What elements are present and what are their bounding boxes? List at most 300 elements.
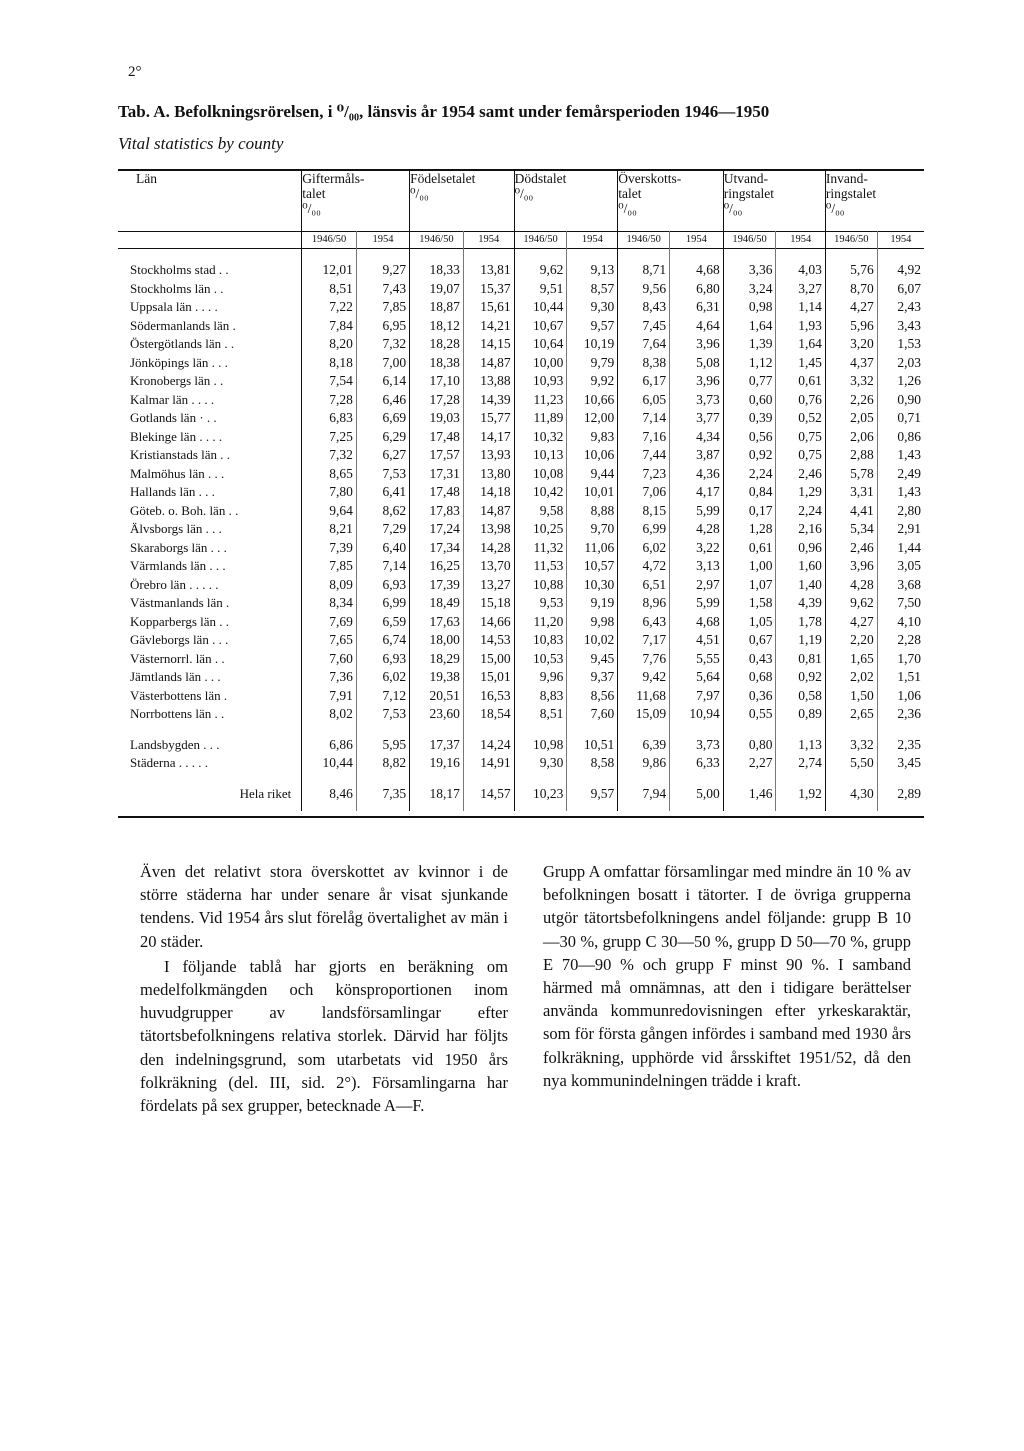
value-cell: 1,44 (877, 539, 924, 558)
right-text-column (543, 860, 911, 1092)
value-cell: 7,14 (618, 409, 670, 428)
table-bottom-rule (118, 816, 924, 818)
value-cell: 17,57 (410, 446, 464, 465)
value-cell: 3,43 (877, 317, 924, 336)
value-cell: 5,08 (670, 354, 724, 373)
value-cell: 5,99 (670, 502, 724, 521)
value-cell: 9,44 (567, 465, 618, 484)
value-cell: 7,43 (356, 280, 409, 299)
value-cell: 8,51 (302, 280, 357, 299)
value-cell: 4,41 (825, 502, 877, 521)
value-cell: 6,99 (618, 520, 670, 539)
value-cell: 0,52 (776, 409, 825, 428)
year-header-1954: 1954 (776, 232, 825, 249)
value-cell: 2,65 (825, 705, 877, 724)
value-cell: 7,50 (877, 594, 924, 613)
value-cell: 5,34 (825, 520, 877, 539)
value-cell: 8,20 (302, 335, 357, 354)
value-cell: 8,82 (356, 754, 409, 773)
value-cell: 15,18 (463, 594, 514, 613)
table-row (118, 687, 924, 706)
paragraph: Även det relativt stora överskottet av kvinnor i de större städerna har under senare år visat sjunkande tendens. Vid 1954 års slut förelåg övertalighet av män i 20 städer. (140, 862, 508, 951)
value-cell: 3,31 (825, 483, 877, 502)
value-cell: 9,70 (567, 520, 618, 539)
value-cell: 0,61 (776, 372, 825, 391)
value-cell: 6,93 (356, 576, 409, 595)
value-cell: 9,42 (618, 668, 670, 687)
value-cell: 8,62 (356, 502, 409, 521)
value-cell: 10,57 (567, 557, 618, 576)
value-cell: 11,32 (514, 539, 567, 558)
value-cell: 6,29 (356, 428, 409, 447)
value-cell: 10,51 (567, 724, 618, 755)
value-cell: 6,43 (618, 613, 670, 632)
value-cell: 1,46 (723, 773, 776, 812)
value-cell: 6,02 (356, 668, 409, 687)
value-cell: 16,53 (463, 687, 514, 706)
value-cell: 1,93 (776, 317, 825, 336)
value-cell: 0,81 (776, 650, 825, 669)
table-row (118, 372, 924, 391)
value-cell: 9,57 (567, 317, 618, 336)
county-name: Norrbottens län . . (130, 706, 225, 722)
value-cell: 18,12 (410, 317, 464, 336)
value-cell: 19,03 (410, 409, 464, 428)
value-cell: 2,97 (670, 576, 724, 595)
death-rate-header: Dödstalet ⁰/₀₀ (514, 170, 618, 232)
value-cell: 2,16 (776, 520, 825, 539)
header-group-row (118, 170, 924, 232)
value-cell: 7,53 (356, 465, 409, 484)
marriage-rate-header: Giftermåls- talet ⁰/₀₀ (302, 170, 410, 232)
value-cell: 6,86 (302, 724, 357, 755)
value-cell: 5,64 (670, 668, 724, 687)
table-subtitle: Vital statistics by county (118, 134, 284, 153)
value-cell: 1,19 (776, 631, 825, 650)
value-cell: 2,35 (877, 724, 924, 755)
table-row (118, 613, 924, 632)
county-name: Landsbygden . . . (130, 736, 220, 752)
value-cell: 10,30 (567, 576, 618, 595)
value-cell: 1,92 (776, 773, 825, 812)
value-cell: 11,23 (514, 391, 567, 410)
left-text-column (140, 860, 508, 1117)
value-cell: 7,36 (302, 668, 357, 687)
value-cell: 1,65 (825, 650, 877, 669)
value-cell: 14,17 (463, 428, 514, 447)
value-cell: 0,92 (776, 668, 825, 687)
value-cell: 14,87 (463, 354, 514, 373)
value-cell: 8,21 (302, 520, 357, 539)
table-row (118, 724, 924, 755)
table-body (118, 249, 924, 812)
value-cell: 10,01 (567, 483, 618, 502)
value-cell: 6,07 (877, 280, 924, 299)
value-cell: 5,99 (670, 594, 724, 613)
value-cell: 14,21 (463, 317, 514, 336)
value-cell: 11,68 (618, 687, 670, 706)
table-row (118, 650, 924, 669)
page-number: 2° (128, 64, 142, 80)
value-cell: 10,64 (514, 335, 567, 354)
table-row (118, 773, 924, 812)
value-cell: 1,53 (877, 335, 924, 354)
value-cell: 9,27 (356, 249, 409, 280)
value-cell: 17,63 (410, 613, 464, 632)
year-header-period: 1946/50 (302, 232, 357, 249)
value-cell: 9,86 (618, 754, 670, 773)
value-cell: 10,44 (514, 298, 567, 317)
value-cell: 6,46 (356, 391, 409, 410)
value-cell: 13,81 (463, 249, 514, 280)
value-cell: 1,70 (877, 650, 924, 669)
value-cell: 18,29 (410, 650, 464, 669)
value-cell: 9,64 (302, 502, 357, 521)
value-cell: 14,39 (463, 391, 514, 410)
value-cell: 0,89 (776, 705, 825, 724)
value-cell: 4,37 (825, 354, 877, 373)
year-header-1954: 1954 (567, 232, 618, 249)
value-cell: 7,53 (356, 705, 409, 724)
value-cell: 1,60 (776, 557, 825, 576)
value-cell: 10,19 (567, 335, 618, 354)
county-name: Gotlands län · . . (130, 410, 217, 426)
value-cell: 0,67 (723, 631, 776, 650)
county-name: Blekinge län . . . . (130, 428, 223, 444)
value-cell: 18,28 (410, 335, 464, 354)
value-cell: 9,96 (514, 668, 567, 687)
value-cell: 3,24 (723, 280, 776, 299)
year-header-period: 1946/50 (514, 232, 567, 249)
value-cell: 0,68 (723, 668, 776, 687)
value-cell: 9,98 (567, 613, 618, 632)
value-cell: 3,96 (670, 335, 724, 354)
value-cell: 6,93 (356, 650, 409, 669)
value-cell: 7,54 (302, 372, 357, 391)
value-cell: 10,42 (514, 483, 567, 502)
value-cell: 11,89 (514, 409, 567, 428)
county-name: Uppsala län . . . . (130, 299, 218, 315)
value-cell: 8,88 (567, 502, 618, 521)
value-cell: 14,28 (463, 539, 514, 558)
lan-header: Län (136, 171, 157, 186)
value-cell: 0,86 (877, 428, 924, 447)
value-cell: 7,23 (618, 465, 670, 484)
value-cell: 7,80 (302, 483, 357, 502)
value-cell: 6,33 (670, 754, 724, 773)
value-cell: 12,01 (302, 249, 357, 280)
value-cell: 3,73 (670, 391, 724, 410)
value-cell: 2,74 (776, 754, 825, 773)
value-cell: 3,77 (670, 409, 724, 428)
surplus-rate-header: Överskotts- talet ⁰/₀₀ (618, 170, 723, 232)
value-cell: 8,56 (567, 687, 618, 706)
value-cell: 3,73 (670, 724, 724, 755)
value-cell: 10,44 (302, 754, 357, 773)
value-cell: 2,46 (776, 465, 825, 484)
year-header-1954: 1954 (463, 232, 514, 249)
value-cell: 2,89 (877, 773, 924, 812)
value-cell: 7,28 (302, 391, 357, 410)
value-cell: 10,67 (514, 317, 567, 336)
year-header-1954: 1954 (670, 232, 724, 249)
value-cell: 4,72 (618, 557, 670, 576)
value-cell: 0,77 (723, 372, 776, 391)
paragraph: Grupp A omfattar församlingar med mindre än 10 % av befolkningen bosatt i tätorter. I de övriga grupperna utgör tätortsbefolkningens andel följande: grupp B 10—30 %, grupp C 30—50 %, grupp D 50—70 %, grupp E 70—90 % och grupp F minst 90 %. I samband härmed må omnämnas, att den i tidigare berättelser använda kommunredovisningen efter yrkeskaraktär, som för första gången infördes i samband med 1930 års folkräkning, upphörde vid årsskiftet 1951/52, då den nya kommunindelningen trädde i kraft. (543, 862, 911, 1090)
county-name: Hela riket (239, 785, 292, 801)
value-cell: 1,13 (776, 724, 825, 755)
value-cell: 4,27 (825, 613, 877, 632)
value-cell: 9,58 (514, 502, 567, 521)
value-cell: 0,61 (723, 539, 776, 558)
value-cell: 1,78 (776, 613, 825, 632)
table-row (118, 594, 924, 613)
table-row (118, 502, 924, 521)
value-cell: 4,39 (776, 594, 825, 613)
value-cell: 4,27 (825, 298, 877, 317)
value-cell: 11,20 (514, 613, 567, 632)
value-cell: 8,57 (567, 280, 618, 299)
value-cell: 8,96 (618, 594, 670, 613)
value-cell: 1,14 (776, 298, 825, 317)
value-cell: 14,87 (463, 502, 514, 521)
value-cell: 7,12 (356, 687, 409, 706)
value-cell: 3,96 (825, 557, 877, 576)
header-year-row (118, 232, 924, 249)
value-cell: 13,70 (463, 557, 514, 576)
value-cell: 4,34 (670, 428, 724, 447)
value-cell: 4,17 (670, 483, 724, 502)
table-row (118, 446, 924, 465)
value-cell: 2,28 (877, 631, 924, 650)
value-cell: 1,26 (877, 372, 924, 391)
value-cell: 5,78 (825, 465, 877, 484)
value-cell: 0,56 (723, 428, 776, 447)
value-cell: 2,24 (776, 502, 825, 521)
value-cell: 17,37 (410, 724, 464, 755)
value-cell: 2,05 (825, 409, 877, 428)
value-cell: 0,98 (723, 298, 776, 317)
value-cell: 1,64 (723, 317, 776, 336)
value-cell: 18,00 (410, 631, 464, 650)
value-cell: 2,80 (877, 502, 924, 521)
table-row (118, 520, 924, 539)
value-cell: 6,95 (356, 317, 409, 336)
value-cell: 7,97 (670, 687, 724, 706)
value-cell: 0,60 (723, 391, 776, 410)
value-cell: 1,12 (723, 354, 776, 373)
value-cell: 14,24 (463, 724, 514, 755)
value-cell: 13,98 (463, 520, 514, 539)
value-cell: 8,38 (618, 354, 670, 373)
table-row (118, 576, 924, 595)
value-cell: 7,60 (302, 650, 357, 669)
table-row (118, 557, 924, 576)
value-cell: 14,91 (463, 754, 514, 773)
value-cell: 0,71 (877, 409, 924, 428)
value-cell: 7,25 (302, 428, 357, 447)
county-name: Städerna . . . . . (130, 755, 208, 771)
value-cell: 16,25 (410, 557, 464, 576)
value-cell: 20,51 (410, 687, 464, 706)
value-cell: 10,25 (514, 520, 567, 539)
county-name: Värmlands län . . . (130, 558, 226, 574)
value-cell: 1,58 (723, 594, 776, 613)
value-cell: 7,17 (618, 631, 670, 650)
value-cell: 7,35 (356, 773, 409, 812)
county-name: Skaraborgs län . . . (130, 539, 227, 555)
value-cell: 4,03 (776, 249, 825, 280)
year-header-period: 1946/50 (618, 232, 670, 249)
value-cell: 6,99 (356, 594, 409, 613)
value-cell: 7,64 (618, 335, 670, 354)
county-name: Stockholms stad . . (130, 262, 229, 278)
value-cell: 0,17 (723, 502, 776, 521)
value-cell: 10,06 (567, 446, 618, 465)
value-cell: 3,32 (825, 372, 877, 391)
county-name: Malmöhus län . . . (130, 465, 225, 481)
value-cell: 18,54 (463, 705, 514, 724)
county-name: Västerbottens län . (130, 687, 228, 703)
year-header-period: 1946/50 (723, 232, 776, 249)
table-row (118, 280, 924, 299)
value-cell: 7,85 (356, 298, 409, 317)
value-cell: 18,17 (410, 773, 464, 812)
value-cell: 23,60 (410, 705, 464, 724)
value-cell: 7,32 (302, 446, 357, 465)
value-cell: 6,40 (356, 539, 409, 558)
value-cell: 2,02 (825, 668, 877, 687)
value-cell: 1,06 (877, 687, 924, 706)
table-row (118, 668, 924, 687)
value-cell: 6,31 (670, 298, 724, 317)
county-name: Östergötlands län . . (130, 336, 235, 352)
value-cell: 8,09 (302, 576, 357, 595)
value-cell: 8,51 (514, 705, 567, 724)
value-cell: 8,70 (825, 280, 877, 299)
value-cell: 15,00 (463, 650, 514, 669)
value-cell: 0,75 (776, 446, 825, 465)
value-cell: 10,53 (514, 650, 567, 669)
value-cell: 10,13 (514, 446, 567, 465)
county-name: Hallands län . . . (130, 484, 215, 500)
value-cell: 2,24 (723, 465, 776, 484)
value-cell: 0,92 (723, 446, 776, 465)
value-cell: 2,20 (825, 631, 877, 650)
vital-statistics-table (118, 169, 924, 811)
value-cell: 6,74 (356, 631, 409, 650)
value-cell: 5,50 (825, 754, 877, 773)
value-cell: 4,36 (670, 465, 724, 484)
value-cell: 6,39 (618, 724, 670, 755)
value-cell: 3,20 (825, 335, 877, 354)
value-cell: 7,94 (618, 773, 670, 812)
table-row (118, 298, 924, 317)
value-cell: 10,83 (514, 631, 567, 650)
county-name: Jönköpings län . . . (130, 354, 228, 370)
county-name: Stockholms län . . (130, 280, 224, 296)
value-cell: 9,57 (567, 773, 618, 812)
county-name: Västernorrl. län . . (130, 650, 225, 666)
value-cell: 12,00 (567, 409, 618, 428)
value-cell: 7,65 (302, 631, 357, 650)
value-cell: 15,37 (463, 280, 514, 299)
value-cell: 17,83 (410, 502, 464, 521)
value-cell: 10,98 (514, 724, 567, 755)
table-row (118, 539, 924, 558)
value-cell: 7,39 (302, 539, 357, 558)
value-cell: 18,49 (410, 594, 464, 613)
value-cell: 2,46 (825, 539, 877, 558)
value-cell: 17,28 (410, 391, 464, 410)
value-cell: 14,66 (463, 613, 514, 632)
value-cell: 4,64 (670, 317, 724, 336)
value-cell: 5,55 (670, 650, 724, 669)
value-cell: 10,23 (514, 773, 567, 812)
value-cell: 15,09 (618, 705, 670, 724)
value-cell: 17,34 (410, 539, 464, 558)
value-cell: 4,10 (877, 613, 924, 632)
value-cell: 4,28 (670, 520, 724, 539)
table-row (118, 465, 924, 484)
value-cell: 1,40 (776, 576, 825, 595)
value-cell: 7,22 (302, 298, 357, 317)
value-cell: 15,77 (463, 409, 514, 428)
value-cell: 6,59 (356, 613, 409, 632)
value-cell: 1,43 (877, 483, 924, 502)
value-cell: 2,36 (877, 705, 924, 724)
value-cell: 2,88 (825, 446, 877, 465)
value-cell: 18,38 (410, 354, 464, 373)
value-cell: 7,85 (302, 557, 357, 576)
value-cell: 0,58 (776, 687, 825, 706)
county-name: Gävleborgs län . . . (130, 632, 229, 648)
value-cell: 2,91 (877, 520, 924, 539)
value-cell: 6,05 (618, 391, 670, 410)
value-cell: 2,03 (877, 354, 924, 373)
value-cell: 6,41 (356, 483, 409, 502)
value-cell: 3,36 (723, 249, 776, 280)
value-cell: 1,28 (723, 520, 776, 539)
value-cell: 0,39 (723, 409, 776, 428)
value-cell: 2,27 (723, 754, 776, 773)
value-cell: 5,96 (825, 317, 877, 336)
value-cell: 7,44 (618, 446, 670, 465)
table-title: Tab. A. Befolkningsrörelsen, i ⁰/₀₀, länsvis år 1954 samt under femårsperioden 1946—1950 (118, 102, 770, 121)
table-row (118, 754, 924, 773)
value-cell: 17,10 (410, 372, 464, 391)
value-cell: 1,07 (723, 576, 776, 595)
value-cell: 7,06 (618, 483, 670, 502)
value-cell: 10,94 (670, 705, 724, 724)
year-header-1954: 1954 (356, 232, 409, 249)
value-cell: 10,08 (514, 465, 567, 484)
value-cell: 0,96 (776, 539, 825, 558)
value-cell: 6,14 (356, 372, 409, 391)
year-header-period: 1946/50 (825, 232, 877, 249)
county-name: Örebro län . . . . . (130, 576, 219, 592)
value-cell: 7,84 (302, 317, 357, 336)
value-cell: 4,68 (670, 249, 724, 280)
value-cell: 15,01 (463, 668, 514, 687)
value-cell: 5,95 (356, 724, 409, 755)
value-cell: 7,69 (302, 613, 357, 632)
value-cell: 6,69 (356, 409, 409, 428)
value-cell: 7,14 (356, 557, 409, 576)
value-cell: 8,46 (302, 773, 357, 812)
value-cell: 6,02 (618, 539, 670, 558)
value-cell: 3,27 (776, 280, 825, 299)
